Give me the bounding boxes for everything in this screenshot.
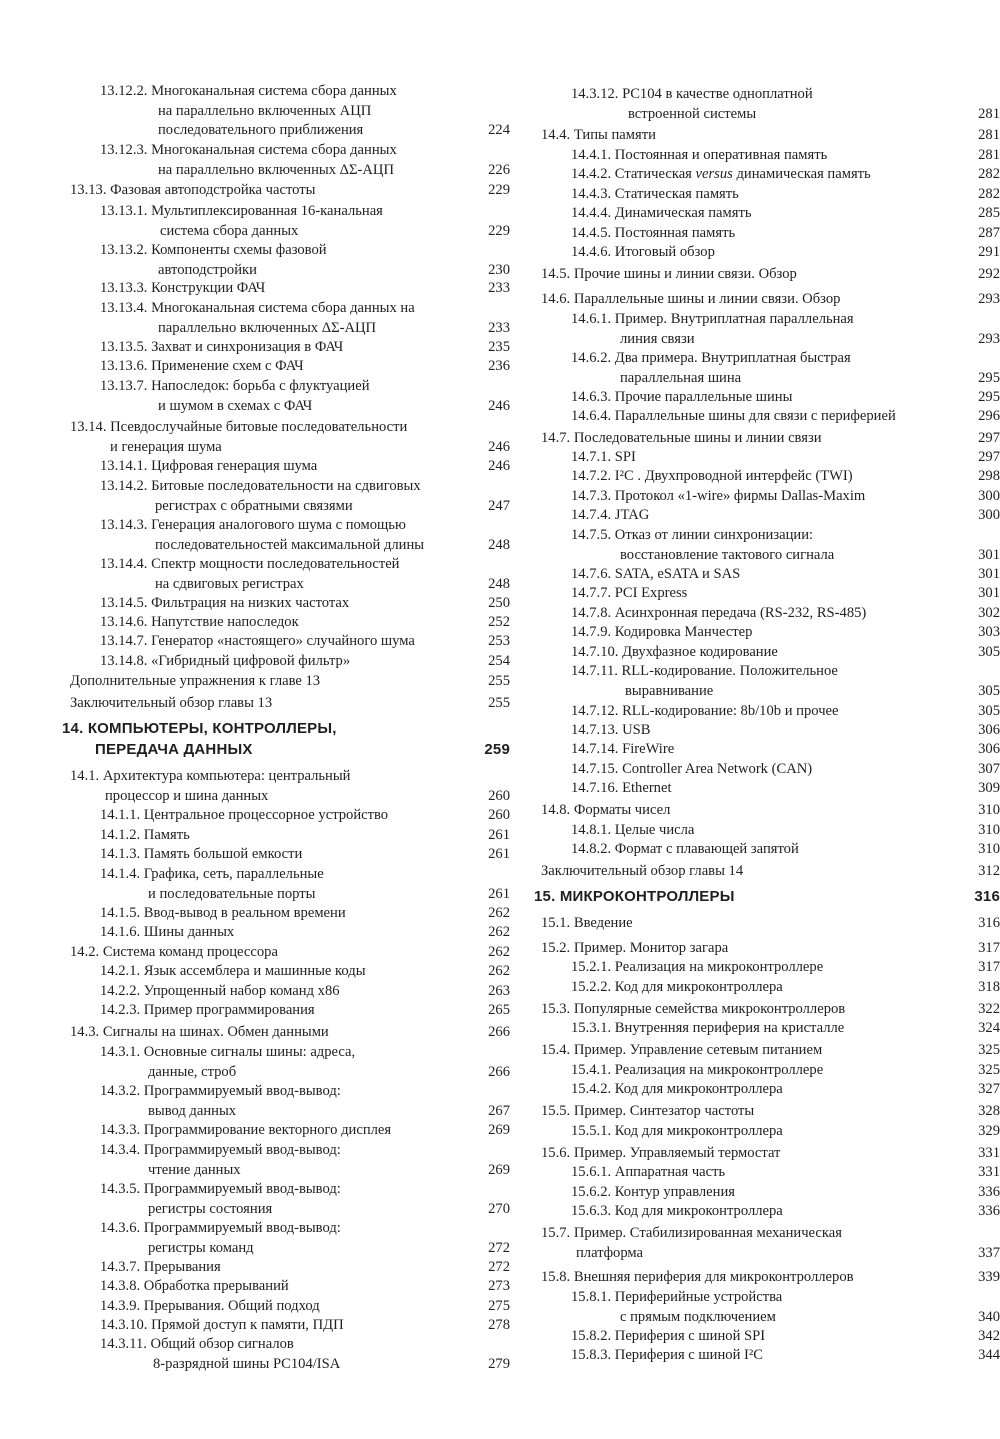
toc-entry-title: 14.2. Система команд процессора bbox=[70, 944, 278, 960]
page-number: 317 bbox=[978, 959, 1000, 975]
toc-entry-title: 14.1.6. Шины данных bbox=[100, 924, 235, 940]
toc-entry-title: 13.14. Псевдослучайные битовые последовательности bbox=[70, 419, 408, 435]
page-number: 302 bbox=[978, 605, 1000, 621]
page-number: 233 bbox=[488, 319, 510, 336]
page-number: 300 bbox=[978, 507, 1000, 523]
toc-entry-title: 14.7.14. FireWire bbox=[571, 741, 675, 757]
toc-entry-title: 14.1.3. Память большой емкости bbox=[100, 846, 303, 862]
page-number: 255 bbox=[488, 673, 510, 689]
page-number: 305 bbox=[978, 644, 1000, 660]
page-number: 267 bbox=[488, 1102, 510, 1119]
toc-entry-title: 15.4.2. Код для микроконтроллера bbox=[571, 1081, 783, 1097]
toc-entry-title: 13.13.7. Напоследок: борьба с флуктуацией bbox=[100, 378, 370, 394]
toc-entry-title-continuation: ПЕРЕДАЧА ДАННЫХ bbox=[95, 741, 253, 758]
toc-entry-title: 14.7.5. Отказ от линии синхронизации: bbox=[571, 527, 814, 543]
page-number: 310 bbox=[978, 802, 1000, 818]
toc-entry-title: 15.8.2. Периферия с шиной SPI bbox=[571, 1328, 766, 1344]
toc-entry-title: Дополнительные упражнения к главе 13 bbox=[70, 673, 321, 689]
page-number: 270 bbox=[488, 1200, 510, 1217]
toc-entry-title: 15.8.1. Периферийные устройства bbox=[571, 1289, 783, 1305]
toc-entry-title: 14.3.11. Общий обзор сигналов bbox=[100, 1336, 294, 1352]
toc-entry-title-continuation: на параллельно включенных ΔΣ-АЦП bbox=[158, 161, 395, 178]
toc-entry-title: 13.14.7. Генератор «настоящего» случайного шума bbox=[100, 633, 415, 649]
toc-entry-title: 14.4.4. Динамическая память bbox=[571, 205, 752, 221]
page-number: 342 bbox=[978, 1328, 1000, 1344]
page-number: 317 bbox=[978, 940, 1000, 956]
page-number: 344 bbox=[978, 1347, 1000, 1363]
toc-entry-title: 14.3.4. Программируемый ввод-вывод: bbox=[100, 1142, 341, 1158]
toc-entry-title-continuation: на сдвиговых регистрах bbox=[155, 575, 304, 592]
toc-entry-title: 14.4.1. Постоянная и оперативная память bbox=[571, 147, 828, 163]
page-number: 279 bbox=[488, 1355, 510, 1372]
toc-entry-title: 14.1.5. Ввод-вывод в реальном времени bbox=[100, 905, 346, 921]
toc-entry-title-continuation: встроенной системы bbox=[628, 105, 757, 122]
toc-entry-title: 14.4. Типы памяти bbox=[541, 127, 656, 143]
toc-entry-title: 15.5. Пример. Синтезатор частоты bbox=[541, 1103, 755, 1119]
page-number: 327 bbox=[978, 1081, 1000, 1097]
toc-entry-title-continuation: последовательностей максимальной длины bbox=[155, 536, 425, 553]
page-number: 287 bbox=[978, 225, 1000, 241]
toc-entry-title: 14.3.12. PC104 в качестве одноплатной bbox=[571, 86, 813, 102]
page-number: 261 bbox=[488, 846, 510, 862]
toc-entry-title-continuation: и последовательные порты bbox=[148, 885, 316, 902]
page-number: 316 bbox=[974, 888, 1000, 905]
toc-entry-title: 14.1. Архитектура компьютера: центральный bbox=[70, 768, 351, 784]
page-number: 259 bbox=[484, 741, 510, 758]
page-number: 331 bbox=[978, 1164, 1000, 1180]
toc-entry-title: 14.3.2. Программируемый ввод-вывод: bbox=[100, 1083, 341, 1099]
toc-entry-title: 15.4.1. Реализация на микроконтроллере bbox=[571, 1062, 824, 1078]
page-number: 255 bbox=[488, 695, 510, 711]
toc-entry-title-continuation: регистрах с обратными связями bbox=[155, 497, 353, 514]
toc-entry-title: 14.7.4. JTAG bbox=[571, 507, 650, 523]
page-number: 272 bbox=[488, 1239, 510, 1256]
page-number: 295 bbox=[978, 389, 1000, 405]
toc-entry-title: 14.7.12. RLL-кодирование: 8b/10b и прочее bbox=[571, 703, 839, 719]
toc-entry-title-continuation: линия связи bbox=[620, 330, 695, 347]
page-number: 303 bbox=[978, 624, 1000, 640]
toc-entry-title: 15.7. Пример. Стабилизированная механическая bbox=[541, 1225, 842, 1241]
page-number: 336 bbox=[978, 1203, 1000, 1219]
page-number: 224 bbox=[488, 122, 510, 138]
toc-entry-title: 14.1.1. Центральное процессорное устройство bbox=[100, 807, 389, 823]
page-number: 293 bbox=[978, 330, 1000, 347]
toc-entry-title: Заключительный обзор главы 14 bbox=[541, 863, 744, 879]
page-number: 293 bbox=[978, 291, 1000, 307]
toc-entry-title-continuation: платформа bbox=[576, 1244, 644, 1261]
page-number: 329 bbox=[978, 1123, 1000, 1139]
toc-entry-title: 14.5. Прочие шины и линии связи. Обзор bbox=[541, 266, 797, 282]
page-number: 301 bbox=[978, 566, 1000, 582]
page-number: 269 bbox=[488, 1161, 510, 1178]
toc-entry-title: 14.2.3. Пример программирования bbox=[100, 1002, 315, 1018]
toc-entry-title: 14.3.5. Программируемый ввод-вывод: bbox=[100, 1181, 341, 1197]
page-number: 324 bbox=[978, 1020, 1000, 1036]
toc-entry-title: 13.13.1. Мультиплексированная 16-канальная bbox=[100, 203, 383, 219]
toc-entry-title: 13.14.8. «Гибридный цифровой фильтр» bbox=[100, 653, 351, 669]
toc-entry-title: 14.4.3. Статическая память bbox=[571, 186, 739, 202]
page-number: 296 bbox=[978, 408, 1000, 424]
page-number: 301 bbox=[978, 546, 1000, 563]
toc-entry-title: 14.3.7. Прерывания bbox=[100, 1259, 221, 1275]
toc-entry-title: 14.4.5. Постоянная память bbox=[571, 225, 736, 241]
toc-entry-title: 14.6.4. Параллельные шины для связи с периферией bbox=[571, 408, 896, 424]
page-number: 252 bbox=[488, 614, 510, 630]
page-number: 272 bbox=[488, 1259, 510, 1275]
page-number: 309 bbox=[978, 780, 1000, 796]
toc-entry-title: 14.6.1. Пример. Внутриплатная параллельная bbox=[571, 311, 854, 327]
toc-entry-title: 14.3.3. Программирование векторного дисплея bbox=[100, 1122, 392, 1138]
toc-entry-title: 14.7.11. RLL-кодирование. Положительное bbox=[571, 663, 838, 679]
page-number: 301 bbox=[978, 585, 1000, 601]
toc-entry-title: 15.1. Введение bbox=[541, 915, 633, 931]
page-number: 307 bbox=[978, 761, 1000, 777]
toc-entry-title: 13.14.4. Спектр мощности последовательностей bbox=[100, 556, 400, 572]
page-number: 340 bbox=[978, 1308, 1000, 1325]
page-number: 325 bbox=[978, 1042, 1000, 1058]
toc-entry-title: 13.14.5. Фильтрация на низких частотах bbox=[100, 595, 350, 611]
toc-entry-title: 14.7.6. SATA, eSATA и SAS bbox=[571, 566, 741, 582]
toc-entry-title-continuation: вывод данных bbox=[148, 1102, 237, 1119]
toc-entry-title-continuation: автоподстройки bbox=[158, 261, 257, 278]
page-number: 322 bbox=[978, 1001, 1000, 1017]
toc-entry-title: 14.7.7. PCI Express bbox=[571, 585, 688, 601]
toc-entry-title-continuation: данные, строб bbox=[148, 1063, 237, 1080]
page-number: 281 bbox=[978, 127, 1000, 143]
page-number: 266 bbox=[488, 1063, 510, 1080]
toc-entry-title: 14.6.3. Прочие параллельные шины bbox=[571, 389, 793, 405]
page-number: 233 bbox=[488, 280, 510, 296]
toc-entry-title: 13.13.2. Компоненты схемы фазовой bbox=[100, 242, 327, 258]
page-number: 265 bbox=[488, 1002, 510, 1018]
toc-entry-title: 14.7.15. Controller Area Network (CAN) bbox=[571, 761, 813, 777]
page-number: 285 bbox=[978, 205, 1000, 221]
toc-entry-title: 14.4.2. Статическая versus динамическая память bbox=[571, 166, 871, 182]
toc-entry-title: 13.12.3. Многоканальная система сбора данных bbox=[100, 142, 397, 158]
toc-entry-title: 14.3. Сигналы на шинах. Обмен данными bbox=[70, 1024, 329, 1040]
page-number: 254 bbox=[488, 653, 510, 669]
page-number: 298 bbox=[978, 468, 1000, 484]
page-number: 281 bbox=[978, 105, 1000, 122]
toc-entry-title: 14. КОМПЬЮТЕРЫ, КОНТРОЛЛЕРЫ, bbox=[62, 720, 337, 737]
toc-entry-title: 14.7.3. Протокол «1-wire» фирмы Dallas-Maxim bbox=[571, 488, 866, 504]
toc-entry-title: 14.8.2. Формат с плавающей запятой bbox=[571, 841, 799, 857]
toc-entry-title: 15.2. Пример. Монитор загара bbox=[541, 940, 729, 956]
toc-entry-title: 13.13.4. Многоканальная система сбора данных на bbox=[100, 300, 415, 316]
page-number: 260 bbox=[488, 787, 510, 804]
page-number: 262 bbox=[488, 944, 510, 960]
page-number: 248 bbox=[488, 536, 510, 553]
toc-entry-title: 15.6.3. Код для микроконтроллера bbox=[571, 1203, 783, 1219]
page-number: 246 bbox=[488, 438, 510, 455]
toc-entry-title-continuation: регистры команд bbox=[148, 1239, 254, 1256]
page-number: 331 bbox=[978, 1145, 1000, 1161]
page-number: 297 bbox=[978, 449, 1000, 465]
toc-entry-title-continuation: и генерация шума bbox=[110, 438, 222, 455]
toc-entry-title: 14.3.9. Прерывания. Общий подход bbox=[100, 1298, 320, 1314]
toc-entry-title: 13.14.3. Генерация аналогового шума с помощью bbox=[100, 517, 406, 533]
toc-entry-title: 14.6.2. Два примера. Внутриплатная быстрая bbox=[571, 350, 851, 366]
page-number: 273 bbox=[488, 1278, 510, 1294]
page-number: 250 bbox=[488, 595, 510, 611]
page-number: 278 bbox=[488, 1317, 510, 1333]
page-number: 328 bbox=[978, 1103, 1000, 1119]
toc-entry-title-continuation: последовательного приближения bbox=[158, 122, 364, 138]
page-number: 316 bbox=[978, 915, 1000, 931]
page-number: 266 bbox=[488, 1024, 510, 1040]
toc-entry-title: 14.1.2. Память bbox=[100, 827, 190, 843]
toc-entry-title: 15.3. Популярные семейства микроконтроллеров bbox=[541, 1001, 846, 1017]
toc-entry-title-continuation: восстановление тактового сигнала bbox=[620, 546, 835, 563]
toc-entry-title: 13.13. Фазовая автоподстройка частоты bbox=[70, 182, 316, 198]
toc-entry-title: 14.2.2. Упрощенный набор команд x86 bbox=[100, 983, 340, 999]
page-number: 337 bbox=[978, 1244, 1000, 1261]
toc-entry-title: 13.14.2. Битовые последовательности на сдвиговых bbox=[100, 478, 421, 494]
toc-entry-title-continuation: и шумом в схемах с ФАЧ bbox=[158, 397, 313, 414]
toc-entry-title: 15. МИКРОКОНТРОЛЛЕРЫ bbox=[534, 888, 735, 905]
page-number: 247 bbox=[488, 497, 510, 514]
page-number: 282 bbox=[978, 166, 1000, 182]
page-number: 292 bbox=[978, 266, 1000, 282]
toc-entry-title: 13.14.6. Напутствие напоследок bbox=[100, 614, 299, 630]
toc-entry-title: 14.3.6. Программируемый ввод-вывод: bbox=[100, 1220, 341, 1236]
page-number: 310 bbox=[978, 841, 1000, 857]
toc-entry-title-continuation: выравнивание bbox=[625, 682, 714, 699]
page-number: 306 bbox=[978, 741, 1000, 757]
page-number: 282 bbox=[978, 186, 1000, 202]
toc-entry-title: 14.4.6. Итоговый обзор bbox=[571, 244, 715, 260]
toc-entry-title: 14.7.10. Двухфазное кодирование bbox=[571, 644, 778, 660]
toc-entry-title: 14.7.13. USB bbox=[571, 722, 651, 738]
page-number: 262 bbox=[488, 905, 510, 921]
page-number: 275 bbox=[488, 1298, 510, 1314]
page-number: 229 bbox=[488, 222, 510, 239]
toc-entry-title: 15.4. Пример. Управление сетевым питанием bbox=[541, 1042, 823, 1058]
toc-entry-title: 13.12.2. Многоканальная система сбора данных bbox=[100, 83, 397, 99]
page-number: 325 bbox=[978, 1062, 1000, 1078]
toc-entry-title: 13.14.1. Цифровая генерация шума bbox=[100, 458, 318, 474]
page-number: 235 bbox=[488, 339, 510, 355]
toc-entry-title: 15.2.2. Код для микроконтроллера bbox=[571, 979, 783, 995]
page-number: 229 bbox=[488, 182, 510, 198]
page-number: 297 bbox=[978, 430, 1000, 446]
page-number: 246 bbox=[488, 458, 510, 474]
toc-entry-title: 14.3.10. Прямой доступ к памяти, ПДП bbox=[100, 1317, 344, 1333]
toc-entry-title: Заключительный обзор главы 13 bbox=[70, 695, 273, 711]
toc-entry-title-continuation: параллельная шина bbox=[620, 369, 742, 386]
page-number: 305 bbox=[978, 703, 1000, 719]
toc-entry-title-continuation: система сбора данных bbox=[160, 222, 299, 239]
page-number: 230 bbox=[488, 261, 510, 278]
page-number: 263 bbox=[488, 983, 510, 999]
toc-entry-title: 14.3.1. Основные сигналы шины: адреса, bbox=[100, 1044, 356, 1060]
toc-entry-title-continuation: процессор и шина данных bbox=[105, 787, 269, 804]
toc-entry-title: 14.7.1. SPI bbox=[571, 449, 636, 465]
toc-entry-title: 14.6. Параллельные шины и линии связи. Обзор bbox=[541, 291, 841, 307]
toc-entry-title: 14.7.16. Ethernet bbox=[571, 780, 672, 796]
page-number: 310 bbox=[978, 822, 1000, 838]
page-number: 262 bbox=[488, 963, 510, 979]
page-number: 260 bbox=[488, 807, 510, 823]
page-number: 300 bbox=[978, 488, 1000, 504]
page-number: 318 bbox=[978, 979, 1000, 995]
page-number: 295 bbox=[978, 369, 1000, 386]
toc-entry-title-continuation: параллельно включенных ΔΣ-АЦП bbox=[158, 319, 377, 336]
page-number: 306 bbox=[978, 722, 1000, 738]
toc-entry-title: 14.3.8. Обработка прерываний bbox=[100, 1278, 289, 1294]
page-number: 253 bbox=[488, 633, 510, 649]
toc-entry-title: 15.5.1. Код для микроконтроллера bbox=[571, 1123, 783, 1139]
toc-entry-title: 14.8. Форматы чисел bbox=[541, 802, 671, 818]
toc-entry-title: 15.8.3. Периферия с шиной I²C bbox=[571, 1347, 764, 1363]
toc-entry-title: 14.2.1. Язык ассемблера и машинные коды bbox=[100, 963, 366, 979]
page-number: 262 bbox=[488, 924, 510, 940]
page-number: 261 bbox=[488, 885, 510, 902]
page-number: 261 bbox=[488, 827, 510, 843]
toc-entry-title: 14.1.4. Графика, сеть, параллельные bbox=[100, 866, 324, 882]
page-number: 236 bbox=[488, 358, 510, 374]
toc-entry-title: 14.7.9. Кодировка Манчестер bbox=[571, 624, 753, 640]
toc-entry-title-continuation: регистры состояния bbox=[148, 1200, 273, 1217]
toc-entry-title: 13.13.3. Конструкции ФАЧ bbox=[100, 280, 266, 296]
toc-entry-title: 14.7.2. I²C . Двухпроводной интерфейс (TWI) bbox=[571, 468, 853, 484]
toc-entry-title: 15.3.1. Внутренняя периферия на кристалле bbox=[571, 1020, 845, 1036]
page-number: 246 bbox=[488, 397, 510, 414]
toc-entry-title-continuation: на параллельно включенных АЦП bbox=[158, 102, 372, 119]
toc-entry-title: 15.6.1. Аппаратная часть bbox=[571, 1164, 726, 1180]
page-number: 281 bbox=[978, 147, 1000, 163]
page-number: 248 bbox=[488, 575, 510, 592]
page-number: 291 bbox=[978, 244, 1000, 260]
toc-entry-title: 13.13.5. Захват и синхронизация в ФАЧ bbox=[100, 339, 344, 355]
toc-entry-title: 15.2.1. Реализация на микроконтроллере bbox=[571, 959, 824, 975]
toc-entry-title-continuation: 8-разрядной шины PC104/ISA bbox=[153, 1355, 341, 1372]
page-number: 312 bbox=[978, 863, 1000, 879]
page-number: 269 bbox=[488, 1122, 510, 1138]
page-number: 226 bbox=[488, 161, 510, 178]
page-number: 339 bbox=[978, 1269, 1000, 1285]
toc-entry-title: 14.8.1. Целые числа bbox=[571, 822, 695, 838]
toc-entry-title: 14.7. Последовательные шины и линии связи bbox=[541, 430, 822, 446]
toc-entry-title: 13.13.6. Применение схем с ФАЧ bbox=[100, 358, 304, 374]
toc-entry-title: 15.8. Внешняя периферия для микроконтроллеров bbox=[541, 1269, 854, 1285]
toc-entry-title: 15.6. Пример. Управляемый термостат bbox=[541, 1145, 781, 1161]
toc-entry-title-continuation: чтение данных bbox=[148, 1161, 241, 1178]
toc-entry-title: 14.7.8. Асинхронная передача (RS-232, RS-485) bbox=[571, 605, 867, 621]
page-number: 336 bbox=[978, 1184, 1000, 1200]
page-number: 305 bbox=[978, 682, 1000, 699]
toc-entry-title-continuation: с прямым подключением bbox=[620, 1308, 776, 1325]
toc-entry-title: 15.6.2. Контур управления bbox=[571, 1184, 735, 1200]
